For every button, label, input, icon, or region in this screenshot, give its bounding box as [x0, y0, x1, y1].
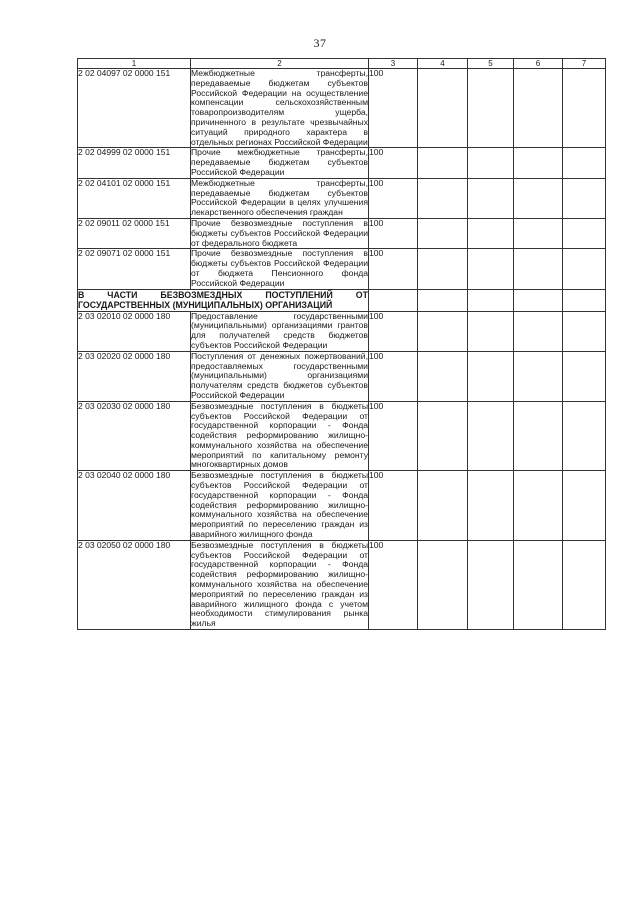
column-header: 3 [369, 59, 418, 69]
empty-cell [563, 178, 606, 218]
empty-cell [418, 178, 468, 218]
empty-cell [563, 289, 606, 311]
table-row [78, 178, 606, 218]
value-cell: 100 [369, 69, 418, 148]
value-cell: 100 [369, 401, 418, 471]
empty-cell [514, 249, 563, 289]
value-cell: 100 [369, 218, 418, 248]
empty-cell [514, 401, 563, 471]
description-cell: Безвозмездные поступления в бюджеты субъектов Российской Федерации от государственной корпорации - Фонда содействия реформированию жилищно-коммунального хозяйства на обеспечение мероприятий по капитальному ремонту многоквартирных домов [191, 400, 368, 470]
empty-cell [514, 311, 563, 351]
description-cell: Поступления от денежных пожертвований, предоставляемых государственными (муниципальными) организациями получателям средств бюджетов субъектов Российской Федерации [191, 350, 368, 400]
description-cell: Межбюджетные трансферты, передаваемые бюджетам субъектов Российской Федерации в целях улучшения лекарственного обеспечения граждан [191, 177, 368, 218]
empty-cell [563, 540, 606, 629]
description-cell: Прочие безвозмездные поступления в бюджеты субъектов Российской Федерации от федерального бюджета [191, 217, 368, 248]
empty-cell [563, 148, 606, 178]
empty-cell [468, 401, 514, 471]
empty-cell [418, 540, 468, 629]
budget-code-cell: 2 02 04999 02 0000 151 [78, 148, 191, 178]
table-row [78, 249, 606, 289]
table-row [78, 401, 606, 471]
empty-cell [514, 540, 563, 629]
empty-cell [418, 311, 468, 351]
empty-cell [468, 289, 514, 311]
description-cell: Межбюджетные трансферты, передаваемые бюджетам субъектов Российской Федерации на осуществление компенсации сельскохозяйственным товаропроизводителям ущерба, причиненного в результате чрезвычайных ситуаций природного характера в отдельных регионах Российской Федерации [191, 68, 368, 147]
empty-cell [418, 69, 468, 148]
value-cell: 100 [369, 471, 418, 541]
empty-cell [369, 289, 418, 311]
empty-cell [514, 69, 563, 148]
empty-cell [468, 311, 514, 351]
empty-cell [563, 401, 606, 471]
empty-cell [468, 249, 514, 289]
empty-cell [418, 249, 468, 289]
column-header: 1 [78, 59, 191, 69]
table-header-row [78, 59, 606, 69]
budget-code-cell: 2 03 02030 02 0000 180 [78, 401, 191, 471]
budget-code-cell: 2 03 02020 02 0000 180 [78, 351, 191, 401]
empty-cell [468, 540, 514, 629]
table-row [78, 69, 606, 148]
empty-cell [563, 218, 606, 248]
value-cell: 100 [369, 249, 418, 289]
page-number: 37 [313, 36, 327, 50]
description-cell: Безвозмездные поступления в бюджеты субъектов Российской Федерации от государственной корпорации - Фонда содействия реформированию жилищно-коммунального хозяйства на обеспечение мероприятий по переселению граждан из аварийного жилищного фонда с учетом необходимости стимулирования рынка жилья [191, 539, 368, 629]
budget-code-cell: 2 03 02010 02 0000 180 [78, 311, 191, 351]
column-header: 6 [514, 59, 563, 69]
table-row [78, 351, 606, 401]
table-row [78, 540, 606, 629]
empty-cell [468, 471, 514, 541]
description-cell: Предоставление государственными (муниципальными) организациями грантов для получателей средств бюджетов субъектов Российской Федерации [191, 310, 368, 350]
section-title: В ЧАСТИ БЕЗВОЗМЕЗДНЫХ ПОСТУПЛЕНИЙ ОТ ГОСУДАРСТВЕННЫХ (МУНИЦИПАЛЬНЫХ) ОРГАНИЗАЦИЙ [78, 289, 368, 311]
description-cell: Прочие безвозмездные поступления в бюджеты субъектов Российской Федерации от бюджета Пенсионного фонда Российской Федерации [191, 248, 368, 288]
empty-cell [468, 69, 514, 148]
budget-code-cell: 2 03 02040 02 0000 180 [78, 471, 191, 541]
empty-cell [514, 218, 563, 248]
empty-cell [418, 471, 468, 541]
column-header: 4 [418, 59, 468, 69]
column-header: 2 [191, 59, 369, 69]
empty-cell [563, 311, 606, 351]
table-row [78, 311, 606, 351]
budget-code-cell: 2 02 09071 02 0000 151 [78, 249, 191, 289]
empty-cell [563, 471, 606, 541]
value-cell: 100 [369, 148, 418, 178]
empty-cell [468, 148, 514, 178]
value-cell: 100 [369, 540, 418, 629]
empty-cell [418, 218, 468, 248]
value-cell: 100 [369, 178, 418, 218]
budget-code-cell: 2 03 02050 02 0000 180 [78, 540, 191, 629]
value-cell: 100 [369, 311, 418, 351]
section-header-row [78, 289, 606, 311]
empty-cell [563, 69, 606, 148]
description-cell: Прочие межбюджетные трансферты, передаваемые бюджетам субъектов Российской Федерации [191, 147, 368, 177]
column-header: 5 [468, 59, 514, 69]
empty-cell [514, 471, 563, 541]
empty-cell [563, 351, 606, 401]
empty-cell [418, 148, 468, 178]
empty-cell [468, 178, 514, 218]
empty-cell [514, 351, 563, 401]
value-cell: 100 [369, 351, 418, 401]
empty-cell [418, 351, 468, 401]
empty-cell [514, 148, 563, 178]
budget-code-cell: 2 02 04101 02 0000 151 [78, 178, 191, 218]
budget-code-cell: 2 02 04097 02 0000 151 [78, 69, 191, 148]
empty-cell [563, 249, 606, 289]
table-row [78, 218, 606, 248]
empty-cell [468, 218, 514, 248]
budget-code-cell: 2 02 09011 02 0000 151 [78, 218, 191, 248]
empty-cell [468, 351, 514, 401]
empty-cell [418, 289, 468, 311]
table-row [78, 148, 606, 178]
budget-classification-table [77, 58, 606, 630]
empty-cell [514, 289, 563, 311]
table-row [78, 471, 606, 541]
description-cell: Безвозмездные поступления в бюджеты субъектов Российской Федерации от государственной корпорации - Фонда содействия реформированию жилищно-коммунального хозяйства на обеспечение мероприятий по переселению граждан из аварийного жилищного фонда [191, 470, 368, 540]
column-header: 7 [563, 59, 606, 69]
empty-cell [418, 401, 468, 471]
empty-cell [514, 178, 563, 218]
